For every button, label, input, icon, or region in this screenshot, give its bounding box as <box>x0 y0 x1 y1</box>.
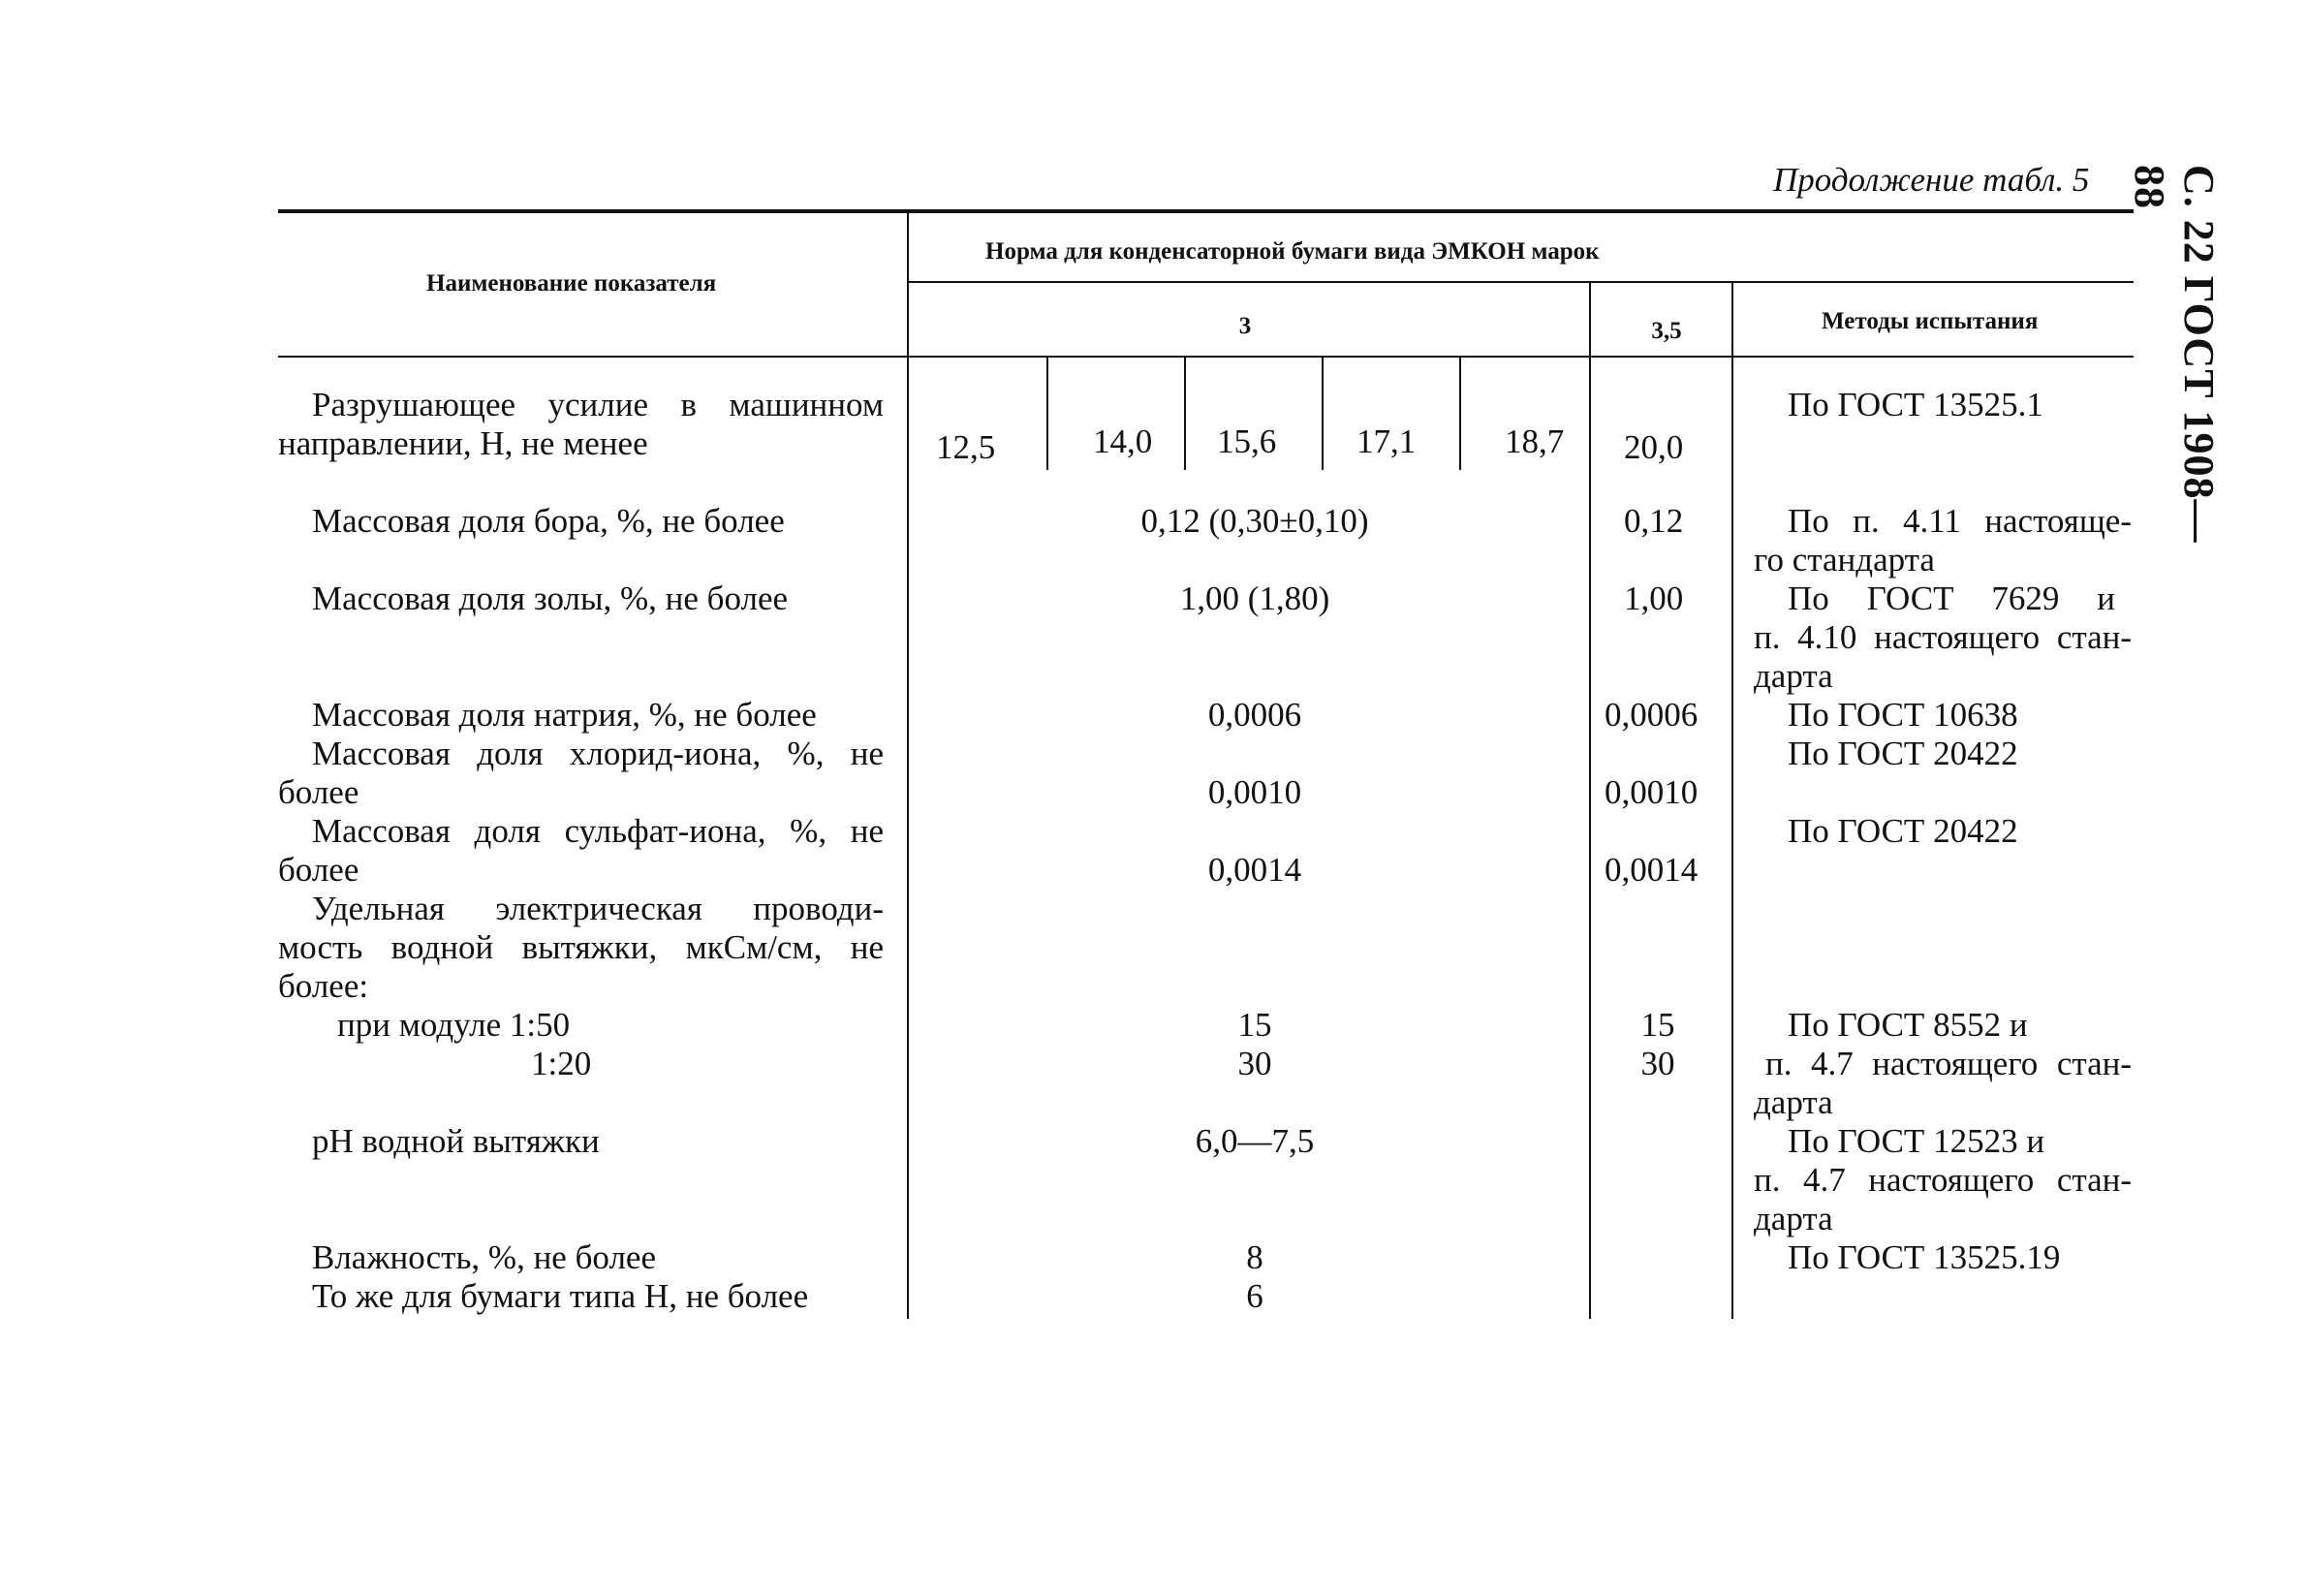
ph-method-line1: По ГОСТ 12523 и <box>1788 1122 2045 1160</box>
boron-value-35: 0,12 <box>1624 502 1684 540</box>
conductivity-name-line3: более: <box>278 967 369 1005</box>
breaking-value-4: 17,1 <box>1356 422 1417 460</box>
boron-method-line1: По п. 4.11 настояще- <box>1788 502 2132 540</box>
conductivity-sub2-value-35: 30 <box>1640 1045 1675 1082</box>
breaking-name-line1: Разрушающее усилие в машинном <box>312 386 884 423</box>
conductivity-sub2-value-3: 30 <box>1237 1045 1272 1082</box>
header-methods: Методы испытания <box>1822 308 2039 334</box>
sulfate-name-line1: Массовая доля сульфат-иона, %, не <box>312 812 884 850</box>
col-divider-35 <box>1589 282 1591 1319</box>
header-norm: Норма для конденсаторной бумаги вида ЭМКОН марок <box>985 238 1600 265</box>
header-indicator-name: Наименование показателя <box>426 270 717 297</box>
sub-divider-4 <box>1459 358 1461 470</box>
conductivity-sub1-name: при модуле 1:50 <box>337 1006 571 1044</box>
ph-value-3: 6,0—7,5 <box>1195 1122 1315 1160</box>
conductivity-method-line3: дарта <box>1754 1083 1833 1121</box>
chloride-name-line1: Массовая доля хлорид-иона, %, не <box>312 735 884 772</box>
breaking-value-1: 12,5 <box>936 428 996 466</box>
moisture-name: Влажность, %, не более <box>312 1238 656 1276</box>
table-continuation-caption: Продолжение табл. 5 <box>1773 161 2090 199</box>
header-bottom-rule <box>278 356 2134 358</box>
sodium-method: По ГОСТ 10638 <box>1788 696 2018 734</box>
sulfate-value-35: 0,0014 <box>1605 851 1699 889</box>
sulfate-value-3: 0,0014 <box>1207 851 1302 889</box>
breaking-value-2: 14,0 <box>1093 422 1153 460</box>
conductivity-method-line2: п. 4.7 настоящего стан- <box>1765 1045 2132 1082</box>
moisture-h-name: То же для бумаги типа Н, не более <box>312 1277 809 1315</box>
boron-method-line2: го стандарта <box>1754 541 1935 579</box>
ash-value-3: 1,00 (1,80) <box>1179 579 1330 617</box>
sub-divider-2 <box>1184 358 1186 470</box>
sodium-value-35: 0,0006 <box>1605 696 1699 734</box>
breaking-name-line2: направлении, Н, не менее <box>278 424 648 462</box>
ash-method-line2: п. 4.10 настоящего стан- <box>1754 618 2132 656</box>
header-grade-35: 3,5 <box>1651 318 1682 344</box>
header-mid-rule <box>909 281 2134 283</box>
ph-name: pH водной вытяжки <box>312 1122 600 1160</box>
sodium-value-3: 0,0006 <box>1207 696 1302 734</box>
breaking-value-3: 15,6 <box>1217 422 1277 460</box>
breaking-method: По ГОСТ 13525.1 <box>1788 386 2043 423</box>
col-divider-name <box>907 211 909 1319</box>
conductivity-sub1-value-35: 15 <box>1640 1006 1675 1044</box>
conductivity-sub2-name: 1:20 <box>531 1045 592 1082</box>
col-divider-methods <box>1731 282 1733 1319</box>
ash-name: Массовая доля золы, %, не более <box>312 579 789 617</box>
chloride-name-line2: более <box>278 773 359 811</box>
sulfate-name-line2: более <box>278 851 359 889</box>
ash-value-35: 1,00 <box>1624 579 1684 617</box>
boron-value-3: 0,12 (0,30±0,10) <box>1140 502 1369 540</box>
chloride-method: По ГОСТ 20422 <box>1788 735 2018 772</box>
moisture-h-value-3: 6 <box>1246 1277 1263 1315</box>
chloride-value-35: 0,0010 <box>1605 773 1699 811</box>
sodium-name: Массовая доля натрия, %, не более <box>312 696 817 734</box>
ph-method-line2: п. 4.7 настоящего стан- <box>1754 1161 2132 1199</box>
sub-divider-3 <box>1322 358 1324 470</box>
conductivity-method-line1: По ГОСТ 8552 и <box>1788 1006 2028 1044</box>
conductivity-name-line2: мость водной вытяжки, мкСм/см, не <box>278 928 884 966</box>
breaking-value-35: 20,0 <box>1624 428 1684 466</box>
chloride-value-3: 0,0010 <box>1207 773 1302 811</box>
ash-method-line1: По ГОСТ 7629 и <box>1788 579 2115 617</box>
boron-name: Массовая доля бора, %, не более <box>312 502 785 540</box>
sulfate-method: По ГОСТ 20422 <box>1788 812 2018 850</box>
conductivity-sub1-value-3: 15 <box>1237 1006 1272 1044</box>
conductivity-name-line1: Удельная электрическая проводи- <box>312 890 884 927</box>
side-page-header: С. 22 ГОСТ 1908—88 <box>2126 165 2223 544</box>
breaking-value-5: 18,7 <box>1505 422 1565 460</box>
ph-method-line3: дарта <box>1754 1200 1833 1237</box>
table-top-rule <box>278 209 2134 213</box>
header-grade-3: 3 <box>1238 313 1252 339</box>
moisture-method: По ГОСТ 13525.19 <box>1788 1238 2061 1276</box>
sub-divider-1 <box>1046 358 1048 470</box>
moisture-value-3: 8 <box>1246 1238 1263 1276</box>
ash-method-line3: дарта <box>1754 657 1833 695</box>
